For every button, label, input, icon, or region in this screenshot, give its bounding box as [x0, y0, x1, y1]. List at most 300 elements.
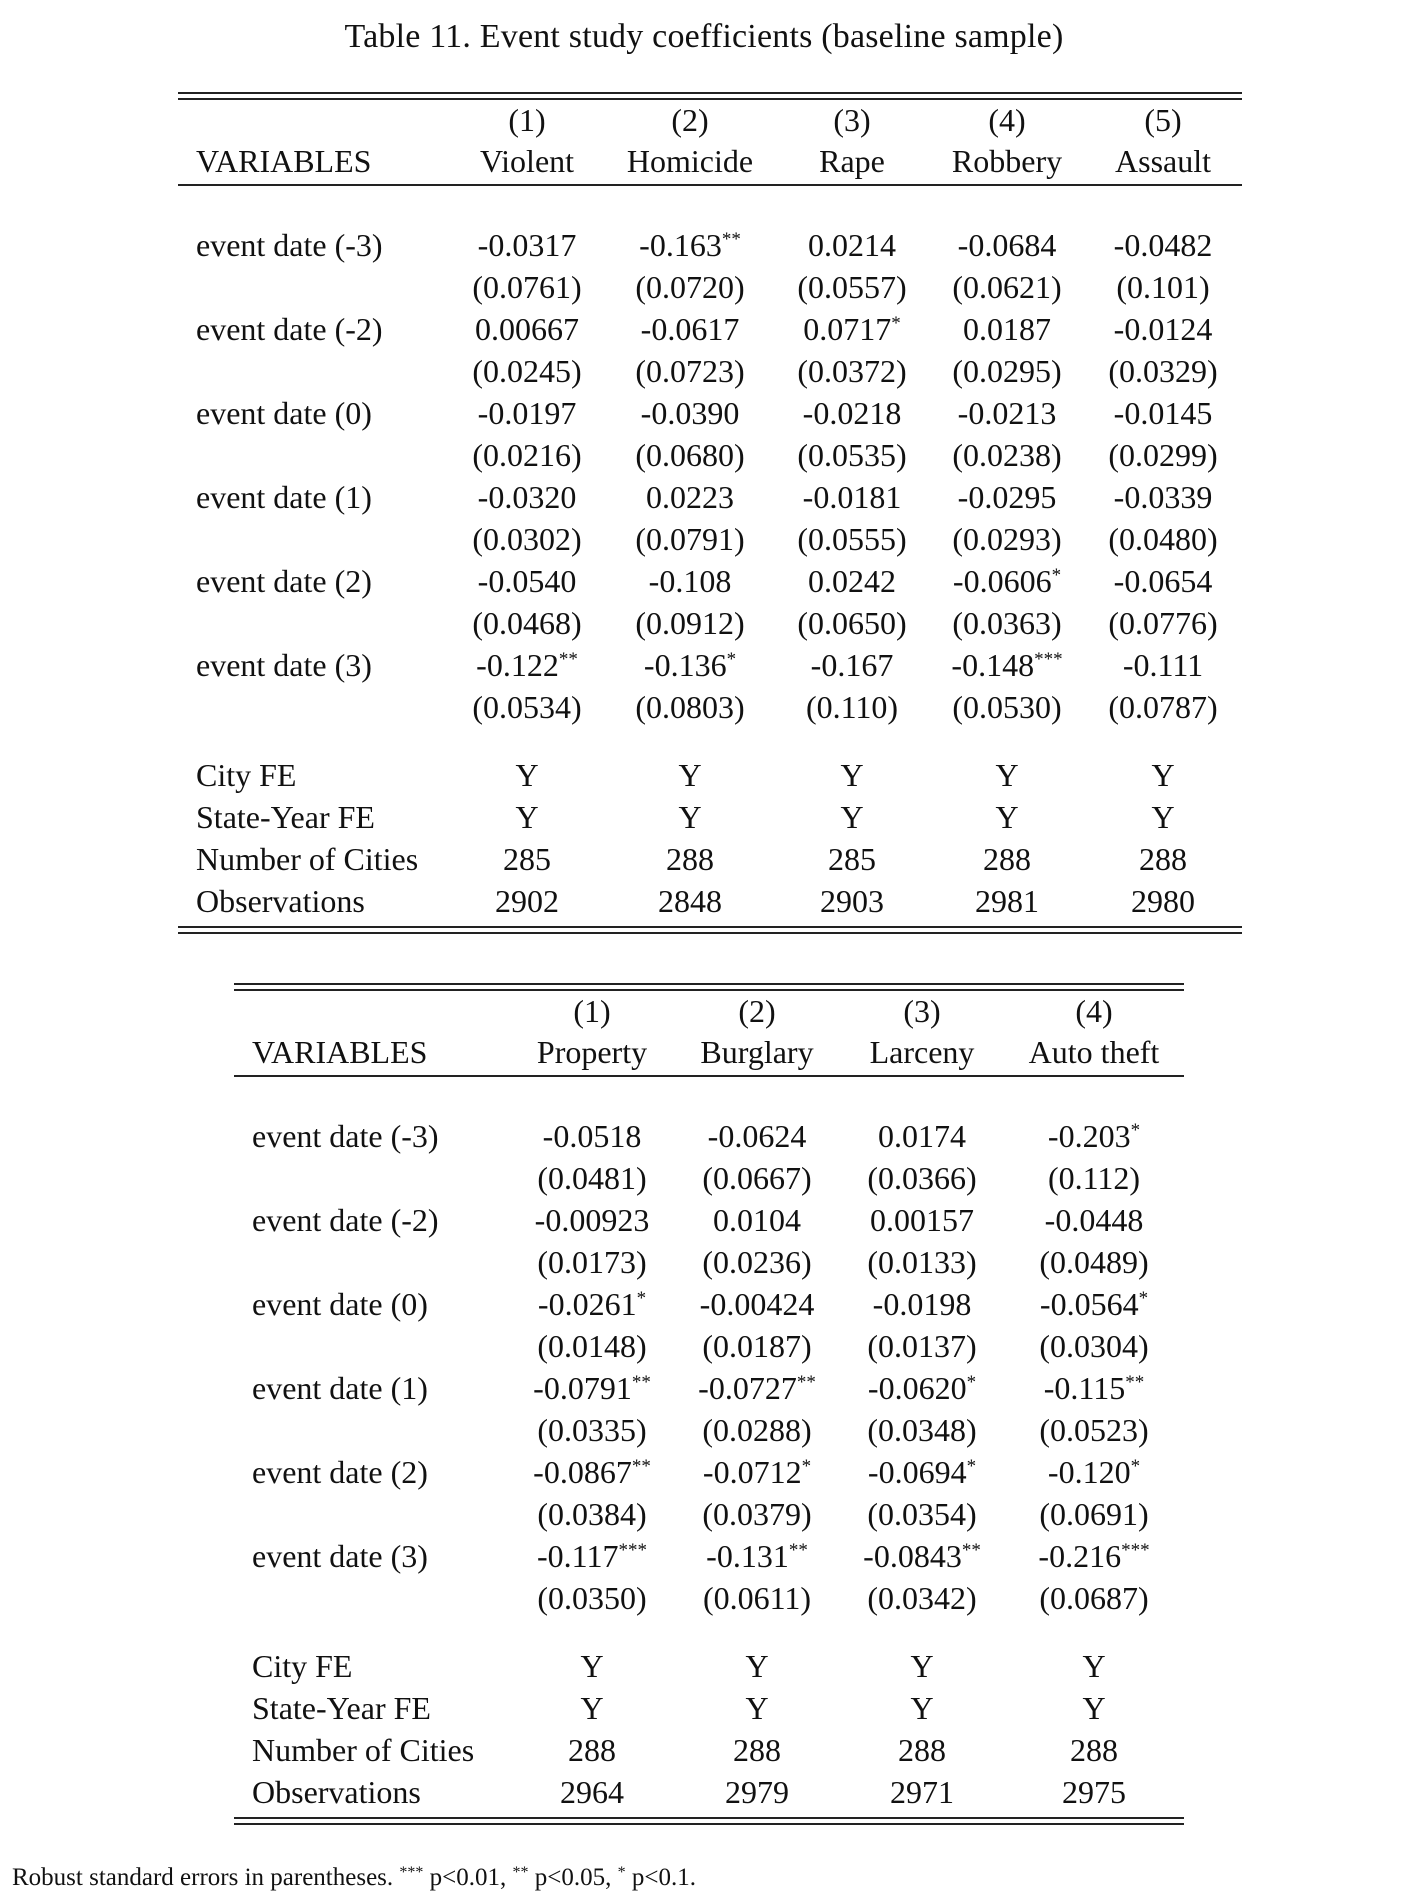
- coefficient-cell: [927, 308, 1087, 350]
- coefficient-row: [178, 308, 1242, 350]
- footer-value: 288: [898, 1732, 946, 1768]
- coefficient-value: -0.131: [706, 1538, 789, 1574]
- standard-error-row: [178, 434, 1242, 476]
- coefficient-cell: [447, 392, 607, 434]
- column-number-row: [234, 991, 1184, 1031]
- footer-label: Observations: [196, 883, 365, 919]
- row-label: event date (1): [252, 1370, 428, 1406]
- coefficient-value: 0.0174: [878, 1118, 966, 1154]
- standard-error-cell: (0.0650): [797, 605, 907, 641]
- standard-error-cell: (0.0912): [635, 605, 745, 641]
- footer-value: 285: [828, 841, 876, 877]
- coefficient-value: -0.0684: [957, 227, 1057, 263]
- coefficient-cell: [1014, 1451, 1174, 1493]
- standard-error-cell: (0.0348): [867, 1412, 977, 1448]
- coefficient-value: -0.203: [1047, 1118, 1131, 1154]
- standard-error-cell: (0.0720): [635, 269, 745, 305]
- standard-error-cell: (0.110): [805, 689, 899, 725]
- coefficient-cell: [772, 644, 932, 686]
- coefficient-value: -0.00424: [699, 1286, 815, 1322]
- coefficient-value: -0.0320: [477, 479, 577, 515]
- column-name: Property: [536, 1034, 648, 1070]
- footer-value: 2979: [725, 1774, 789, 1810]
- coefficient-cell: [772, 476, 932, 518]
- footer-value: 2903: [820, 883, 884, 919]
- coefficient-row: [234, 1115, 1184, 1157]
- column-number: (2): [738, 993, 776, 1029]
- coefficient-value: -0.0617: [640, 311, 740, 347]
- standard-error-cell: (0.0535): [797, 437, 907, 473]
- variables-label: VARIABLES: [252, 1034, 428, 1070]
- coefficient-value: 0.0717: [803, 311, 892, 347]
- coefficient-cell: [1083, 476, 1243, 518]
- significance-stars: ***: [618, 1540, 647, 1561]
- coefficient-row: [234, 1451, 1184, 1493]
- significance-stars: *: [1138, 1288, 1149, 1309]
- coefficient-value: -0.0540: [477, 563, 577, 599]
- standard-error-cell: (0.0342): [867, 1580, 977, 1616]
- column-name: Violent: [479, 143, 575, 179]
- significance-note: [12, 1864, 696, 1892]
- standard-error-cell: (0.0557): [797, 269, 907, 305]
- coefficient-value: -0.216: [1038, 1538, 1122, 1574]
- footer-value: Y: [745, 1648, 769, 1684]
- coefficient-value: -0.0606: [952, 563, 1052, 599]
- standard-error-cell: (0.0137): [867, 1328, 977, 1364]
- row-label: event date (1): [196, 479, 372, 515]
- coefficient-cell: [1014, 1199, 1174, 1241]
- standard-error-cell: (0.0335): [537, 1412, 647, 1448]
- coefficient-value: -0.0448: [1044, 1202, 1144, 1238]
- standard-error-cell: (0.0791): [635, 521, 745, 557]
- coefficient-row: [178, 560, 1242, 602]
- column-number: (5): [1144, 102, 1182, 138]
- standard-error-cell: (0.0366): [867, 1160, 977, 1196]
- standard-error-row: [234, 1409, 1184, 1451]
- standard-error-cell: (0.101): [1116, 269, 1210, 305]
- coefficient-cell: [447, 560, 607, 602]
- coefficient-value: -0.163: [639, 227, 722, 263]
- coefficient-cell: [610, 224, 770, 266]
- standard-error-cell: (0.0302): [472, 521, 582, 557]
- coefficient-cell: [1083, 392, 1243, 434]
- standard-error-cell: (0.0787): [1108, 689, 1218, 725]
- footer-value: 2981: [975, 883, 1039, 919]
- standard-error-cell: (0.0489): [1039, 1244, 1149, 1280]
- column-number: (3): [833, 102, 871, 138]
- footer-value: Y: [678, 757, 702, 793]
- footer-value: Y: [910, 1648, 934, 1684]
- column-number-row: [178, 100, 1242, 140]
- significance-stars: *: [1130, 1456, 1141, 1477]
- footer-label: City FE: [252, 1648, 353, 1684]
- footer-row: [234, 1687, 1184, 1729]
- panel-property-crime: [234, 983, 1184, 1825]
- coefficient-row: [178, 476, 1242, 518]
- significance-stars: **: [796, 1372, 816, 1393]
- coefficient-cell: [927, 224, 1087, 266]
- footer-value: Y: [995, 757, 1019, 793]
- coefficient-value: -0.0727: [698, 1370, 797, 1406]
- coefficient-row: [234, 1283, 1184, 1325]
- footer-label: City FE: [196, 757, 297, 793]
- coefficient-cell: [1014, 1367, 1174, 1409]
- row-label: event date (2): [252, 1454, 428, 1490]
- standard-error-cell: (0.0723): [635, 353, 745, 389]
- coefficient-value: -0.115: [1043, 1370, 1126, 1406]
- coefficient-cell: [610, 644, 770, 686]
- standard-error-row: [234, 1325, 1184, 1367]
- footer-value: 2980: [1131, 883, 1195, 919]
- footer-value: Y: [745, 1690, 769, 1726]
- standard-error-cell: (0.0216): [472, 437, 582, 473]
- footer-row: [178, 880, 1242, 922]
- column-header-row: [234, 1031, 1184, 1073]
- coefficient-cell: [512, 1115, 672, 1157]
- variables-label: VARIABLES: [196, 143, 372, 179]
- coefficient-cell: [447, 476, 607, 518]
- column-number: (1): [508, 102, 546, 138]
- row-label: event date (3): [196, 647, 372, 683]
- significance-stars: *: [636, 1288, 647, 1309]
- standard-error-cell: (0.0350): [537, 1580, 647, 1616]
- row-label: event date (-3): [196, 227, 383, 263]
- coefficient-value: -0.0867: [533, 1454, 632, 1490]
- coefficient-cell: [677, 1535, 837, 1577]
- coefficient-value: -0.0712: [702, 1454, 802, 1490]
- standard-error-row: [178, 266, 1242, 308]
- coefficient-row: [234, 1535, 1184, 1577]
- standard-error-cell: (0.0236): [702, 1244, 812, 1280]
- footer-value: Y: [580, 1648, 604, 1684]
- footer-label: Number of Cities: [196, 841, 419, 877]
- coefficient-cell: [927, 644, 1087, 686]
- coefficient-value: -0.167: [810, 647, 894, 683]
- coefficient-cell: [842, 1451, 1002, 1493]
- standard-error-cell: (0.0148): [537, 1328, 647, 1364]
- coefficient-value: -0.0518: [542, 1118, 642, 1154]
- standard-error-row: [234, 1577, 1184, 1619]
- coefficient-cell: [610, 476, 770, 518]
- standard-error-cell: (0.0530): [952, 689, 1062, 725]
- standard-error-cell: (0.0621): [952, 269, 1062, 305]
- spacer: [234, 1077, 1184, 1115]
- coefficient-value: 0.00667: [475, 311, 579, 347]
- coefficient-value: -0.0624: [707, 1118, 807, 1154]
- coefficient-cell: [447, 644, 607, 686]
- coefficient-value: -0.0181: [802, 479, 902, 515]
- footer-value: Y: [515, 757, 539, 793]
- coefficient-value: -0.136: [643, 647, 727, 683]
- coefficient-value: -0.0198: [872, 1286, 972, 1322]
- coefficient-value: -0.0218: [802, 395, 902, 431]
- coefficient-value: -0.0124: [1113, 311, 1213, 347]
- coefficient-cell: [1014, 1283, 1174, 1325]
- row-label: event date (0): [252, 1286, 428, 1322]
- footer-value: 288: [666, 841, 714, 877]
- coefficient-cell: [1083, 560, 1243, 602]
- standard-error-row: [234, 1241, 1184, 1283]
- bottom-rule: [178, 926, 1242, 934]
- significance-stars: **: [721, 229, 741, 250]
- coefficient-cell: [512, 1451, 672, 1493]
- row-label: event date (-3): [252, 1118, 439, 1154]
- footer-label: Number of Cities: [252, 1732, 475, 1768]
- note-p01: p<0.01,: [423, 1864, 513, 1891]
- standard-error-row: [234, 1493, 1184, 1535]
- standard-error-cell: (0.0304): [1039, 1328, 1149, 1364]
- coefficient-row: [234, 1199, 1184, 1241]
- standard-error-cell: (0.0481): [537, 1160, 647, 1196]
- coefficient-value: -0.0482: [1113, 227, 1213, 263]
- coefficient-value: -0.0791: [533, 1370, 632, 1406]
- coefficient-cell: [927, 560, 1087, 602]
- standard-error-cell: (0.0238): [952, 437, 1062, 473]
- top-rule: [178, 92, 1242, 100]
- coefficient-value: 0.0242: [808, 563, 896, 599]
- coefficient-cell: [842, 1367, 1002, 1409]
- coefficient-cell: [447, 224, 607, 266]
- coefficient-cell: [842, 1199, 1002, 1241]
- significance-stars: *: [1130, 1120, 1141, 1141]
- footer-row: [234, 1729, 1184, 1771]
- row-label: event date (-2): [252, 1202, 439, 1238]
- table-title: Table 11. Event study coefficients (baseline sample): [344, 18, 1064, 55]
- footer-value: 288: [1070, 1732, 1118, 1768]
- coefficient-value: -0.0339: [1113, 479, 1213, 515]
- coefficient-cell: [447, 308, 607, 350]
- coefficient-cell: [1014, 1535, 1174, 1577]
- coefficient-cell: [842, 1115, 1002, 1157]
- footer-value: Y: [995, 799, 1019, 835]
- coefficient-cell: [927, 476, 1087, 518]
- standard-error-row: [178, 686, 1242, 728]
- significance-stars: *: [726, 649, 737, 670]
- coefficient-value: -0.0654: [1113, 563, 1213, 599]
- footer-value: 285: [503, 841, 551, 877]
- standard-error-cell: (0.0133): [867, 1244, 977, 1280]
- coefficient-value: 0.0214: [808, 227, 896, 263]
- standard-error-cell: (0.0384): [537, 1496, 647, 1532]
- coefficient-cell: [1083, 308, 1243, 350]
- coefficient-value: -0.0213: [957, 395, 1057, 431]
- standard-error-row: [234, 1157, 1184, 1199]
- footer-value: Y: [840, 757, 864, 793]
- note-prefix: Robust standard errors in parentheses.: [12, 1864, 400, 1891]
- standard-error-cell: (0.0468): [472, 605, 582, 641]
- coefficient-value: -0.0145: [1113, 395, 1213, 431]
- standard-error-cell: (0.0293): [952, 521, 1062, 557]
- coefficient-value: -0.0694: [867, 1454, 967, 1490]
- significance-stars: *: [966, 1456, 977, 1477]
- coefficient-value: -0.0317: [477, 227, 577, 263]
- column-name: Rape: [819, 143, 885, 179]
- coefficient-cell: [772, 392, 932, 434]
- coefficient-cell: [1014, 1115, 1174, 1157]
- footer-value: 288: [1139, 841, 1187, 877]
- standard-error-cell: (0.0687): [1039, 1580, 1149, 1616]
- coefficient-value: 0.00157: [870, 1202, 974, 1238]
- coefficient-cell: [512, 1283, 672, 1325]
- column-name: Robbery: [951, 143, 1063, 179]
- coefficient-value: 0.0187: [963, 311, 1051, 347]
- coefficient-cell: [512, 1199, 672, 1241]
- spacer: [234, 1619, 1184, 1645]
- standard-error-cell: (0.0523): [1039, 1412, 1149, 1448]
- coefficient-cell: [512, 1535, 672, 1577]
- footer-value: 288: [568, 1732, 616, 1768]
- footer-value: Y: [1082, 1690, 1106, 1726]
- significance-stars: **: [1125, 1372, 1145, 1393]
- significance-stars: *: [1051, 565, 1062, 586]
- standard-error-cell: (0.0295): [952, 353, 1062, 389]
- coefficient-value: 0.0104: [713, 1202, 801, 1238]
- coefficient-value: -0.120: [1047, 1454, 1131, 1490]
- coefficient-row: [178, 644, 1242, 686]
- spacer: [178, 186, 1242, 224]
- standard-error-cell: (0.0245): [472, 353, 582, 389]
- coefficient-cell: [772, 224, 932, 266]
- significance-stars: **: [788, 1540, 808, 1561]
- coefficient-value: -0.0843: [863, 1538, 962, 1574]
- footer-value: 2902: [495, 883, 559, 919]
- coefficient-value: -0.0620: [867, 1370, 967, 1406]
- coefficient-cell: [927, 392, 1087, 434]
- footer-value: 2975: [1062, 1774, 1126, 1810]
- standard-error-cell: (0.0611): [702, 1580, 812, 1616]
- note-p1: p<0.1.: [625, 1864, 696, 1891]
- row-label: event date (-2): [196, 311, 383, 347]
- standard-error-cell: (0.0299): [1108, 437, 1218, 473]
- coefficient-value: -0.0564: [1039, 1286, 1139, 1322]
- standard-error-cell: (0.0803): [635, 689, 745, 725]
- spacer: [178, 728, 1242, 754]
- row-label: event date (3): [252, 1538, 428, 1574]
- footer-label: Observations: [252, 1774, 421, 1810]
- column-number: (4): [1075, 993, 1113, 1029]
- significance-stars: **: [558, 649, 578, 670]
- footer-value: 288: [733, 1732, 781, 1768]
- footer-value: Y: [1151, 757, 1175, 793]
- row-label: event date (0): [196, 395, 372, 431]
- coefficient-cell: [677, 1199, 837, 1241]
- coefficient-cell: [1083, 224, 1243, 266]
- note-stars-1: *: [617, 1864, 626, 1881]
- column-name: Homicide: [626, 143, 754, 179]
- standard-error-cell: (0.0187): [702, 1328, 812, 1364]
- coefficient-cell: [677, 1283, 837, 1325]
- standard-error-cell: (0.112): [1047, 1160, 1141, 1196]
- standard-error-cell: (0.0667): [702, 1160, 812, 1196]
- coefficient-row: [178, 392, 1242, 434]
- standard-error-row: [178, 350, 1242, 392]
- standard-error-cell: (0.0776): [1108, 605, 1218, 641]
- column-number: (1): [573, 993, 611, 1029]
- coefficient-value: -0.0261: [537, 1286, 637, 1322]
- column-name: Assault: [1115, 143, 1211, 179]
- standard-error-cell: (0.0288): [702, 1412, 812, 1448]
- standard-error-cell: (0.0379): [702, 1496, 812, 1532]
- coefficient-cell: [610, 560, 770, 602]
- coefficient-cell: [677, 1451, 837, 1493]
- column-number: (2): [671, 102, 709, 138]
- footer-label: State-Year FE: [196, 799, 375, 835]
- bottom-rule: [234, 1817, 1184, 1825]
- standard-error-cell: (0.0534): [472, 689, 582, 725]
- significance-stars: *: [891, 313, 901, 334]
- coefficient-cell: [1083, 644, 1243, 686]
- coefficient-value: 0.0223: [646, 479, 734, 515]
- footer-row: [178, 796, 1242, 838]
- footer-value: Y: [678, 799, 702, 835]
- footer-row: [178, 838, 1242, 880]
- note-p05: p<0.05,: [528, 1864, 618, 1891]
- column-name: Burglary: [700, 1034, 814, 1070]
- standard-error-cell: (0.0691): [1039, 1496, 1149, 1532]
- coefficient-cell: [512, 1367, 672, 1409]
- footer-value: 2971: [890, 1774, 954, 1810]
- column-name: Auto theft: [1028, 1034, 1160, 1070]
- footer-row: [234, 1645, 1184, 1687]
- standard-error-cell: (0.0680): [635, 437, 745, 473]
- coefficient-value: -0.111: [1122, 647, 1204, 683]
- coefficient-cell: [842, 1283, 1002, 1325]
- standard-error-row: [178, 518, 1242, 560]
- coefficient-value: -0.0390: [640, 395, 740, 431]
- coefficient-value: -0.117: [537, 1538, 619, 1574]
- standard-error-cell: (0.0354): [867, 1496, 977, 1532]
- coefficient-cell: [677, 1367, 837, 1409]
- coefficient-cell: [610, 308, 770, 350]
- column-name: Larceny: [869, 1034, 975, 1070]
- top-rule: [234, 983, 1184, 991]
- standard-error-row: [178, 602, 1242, 644]
- coefficient-row: [234, 1367, 1184, 1409]
- column-header-row: [178, 140, 1242, 182]
- coefficient-value: -0.0295: [957, 479, 1057, 515]
- footer-value: 2964: [560, 1774, 624, 1810]
- standard-error-cell: (0.0555): [797, 521, 907, 557]
- footer-label: State-Year FE: [252, 1690, 431, 1726]
- standard-error-cell: (0.0329): [1108, 353, 1218, 389]
- coefficient-value: -0.148: [951, 647, 1035, 683]
- coefficient-value: -0.0197: [477, 395, 577, 431]
- coefficient-value: -0.00923: [534, 1202, 650, 1238]
- coefficient-cell: [610, 392, 770, 434]
- row-label: event date (2): [196, 563, 372, 599]
- footer-value: Y: [515, 799, 539, 835]
- footer-value: 2848: [658, 883, 722, 919]
- significance-stars: **: [631, 1372, 651, 1393]
- standard-error-cell: (0.0363): [952, 605, 1062, 641]
- standard-error-cell: (0.0480): [1108, 521, 1218, 557]
- column-number: (4): [988, 102, 1026, 138]
- note-stars-2: **: [512, 1864, 529, 1881]
- coefficient-value: -0.122: [476, 647, 559, 683]
- significance-stars: ***: [1034, 649, 1063, 670]
- significance-stars: **: [961, 1540, 981, 1561]
- standard-error-cell: (0.0173): [537, 1244, 647, 1280]
- footer-value: 288: [983, 841, 1031, 877]
- significance-stars: ***: [1121, 1540, 1150, 1561]
- standard-error-cell: (0.0761): [472, 269, 582, 305]
- panel-violent-crime: [178, 92, 1242, 934]
- footer-row: [234, 1771, 1184, 1813]
- column-number: (3): [903, 993, 941, 1029]
- significance-stars: *: [966, 1372, 977, 1393]
- coefficient-cell: [772, 308, 932, 350]
- coefficient-cell: [677, 1115, 837, 1157]
